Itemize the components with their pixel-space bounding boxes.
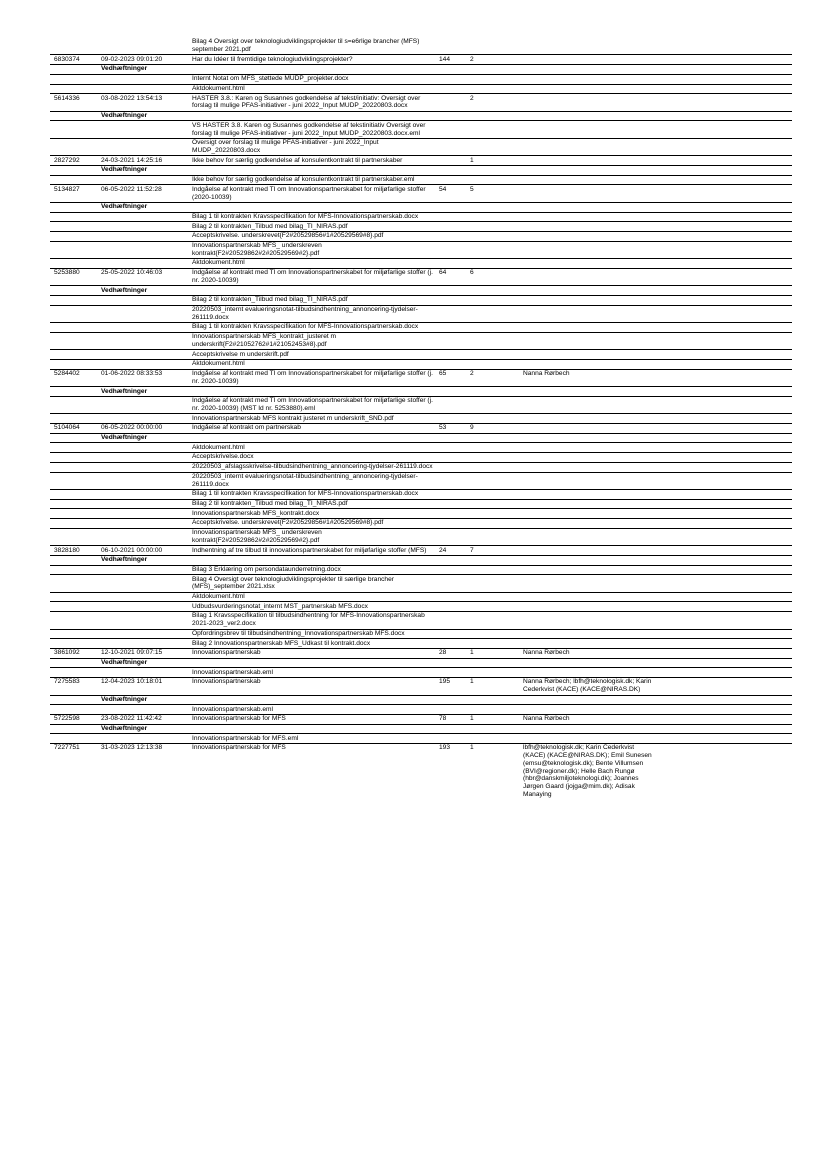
record-row [50, 715, 792, 725]
record-title: Indhentning af tre tilbud til innovationspartnerskabet for miljøfarlige stoffer (MFS) [192, 546, 427, 554]
empty-cell [101, 397, 192, 413]
empty-cell [50, 75, 101, 84]
attachment-row [50, 463, 792, 473]
attachment-row [50, 139, 792, 156]
attachment-row [50, 333, 792, 350]
empty-cell [101, 213, 192, 222]
attachments-header-row [50, 65, 792, 75]
attachments-label: Vedhæftninger [101, 387, 148, 395]
record-count-b: 1 [470, 649, 474, 657]
empty-cell [50, 414, 101, 423]
empty-cell [101, 612, 192, 628]
attachment-row [50, 509, 792, 519]
empty-cell [50, 350, 101, 359]
empty-cell [101, 473, 192, 489]
attachments-header-row [50, 203, 792, 213]
record-count-a: 78 [439, 715, 447, 723]
empty-cell [50, 734, 101, 743]
attachment-row [50, 121, 792, 138]
empty-cell [50, 453, 101, 462]
record-recipients: Nanna Rørbech [523, 649, 570, 657]
attachment-row [50, 75, 792, 85]
record-row [50, 185, 792, 202]
record-date: 25-05-2022 10:46:03 [101, 269, 163, 277]
empty-cell [50, 397, 101, 413]
empty-cell [50, 593, 101, 602]
record-recipients [523, 156, 657, 165]
attachment-title: Udbudsvurderingsnotat_internt MST_partnerskab MFS.docx [192, 602, 368, 610]
empty-cell [101, 529, 192, 545]
record-title: Innovationspartnerskab [192, 649, 261, 657]
empty-cell [50, 509, 101, 518]
record-row [50, 55, 792, 65]
empty-cell [50, 639, 101, 648]
empty-cell [50, 612, 101, 628]
record-recipients [523, 94, 657, 110]
record-count-b: 1 [470, 678, 474, 686]
empty-cell [101, 323, 192, 332]
attachment-title: Aktdokument.html [192, 84, 245, 92]
empty-cell [50, 705, 101, 714]
record-count-b: 5 [470, 185, 474, 193]
attachment-row [50, 414, 792, 424]
attachment-title: Bilag 3 Erklæring om persondataunderretning.docx [192, 565, 341, 573]
record-title: Innovationspartnerskab for MFS [192, 744, 286, 752]
attachment-title: 20220503_afslagsskrivelse-tilbudsindhentning_annoncering-tjydelser-261119.docx [192, 463, 433, 471]
attachment-row [50, 453, 792, 463]
empty-cell [50, 575, 101, 591]
empty-cell [101, 176, 192, 185]
empty-cell [101, 509, 192, 518]
record-recipients: lbfh@teknologisk.dk; Karin Cederkvist (KACE) (KACE@NIRAS.DK); Emil Sunesen (emsu@teknologisk.dk); Bente Villumsen (BVI@regioner.dk); Helle Bach Rungø (hbr@danskmiljoteknologi.dk); Joannes Jørgen Gaard (jojga@mim.dk); Adisak Manaying [523, 744, 652, 799]
record-count-a: 65 [439, 370, 447, 378]
empty-cell [101, 259, 192, 268]
record-row [50, 269, 792, 286]
empty-cell [101, 453, 192, 462]
record-id: 5614336 [54, 94, 80, 102]
attachments-label: Vedhæftninger [101, 286, 148, 294]
record-date: 06-10-2021 00:00:00 [101, 546, 163, 554]
attachment-row [50, 668, 792, 678]
record-title: Innovationspartnerskab [192, 678, 261, 686]
attachments-label: Vedhæftninger [101, 65, 148, 73]
attachment-row [50, 176, 792, 186]
attachment-title: Innovationspartnerskab for MFS.eml [192, 734, 299, 742]
record-row [50, 744, 792, 799]
attachment-row [50, 639, 792, 649]
empty-cell [101, 333, 192, 349]
empty-cell [50, 38, 101, 54]
empty-cell [101, 668, 192, 677]
empty-cell [50, 232, 101, 241]
record-recipients: Nanna Rørbech [523, 370, 570, 378]
empty-cell [101, 630, 192, 639]
attachment-row [50, 705, 792, 715]
record-count-b: 1 [470, 715, 474, 723]
attachment-title: Innovationspartnerskab MFS_ underskreven kontrakt{F2#20529862#2#20529569#2}.pdf [192, 529, 322, 544]
attachment-row [50, 232, 792, 242]
record-count-a: 193 [439, 744, 451, 752]
empty-cell [50, 203, 101, 212]
attachment-title: Bilag 1 til kontrakten Kravsspecifikation for MFS-Innovationspartnerskab.docx [192, 323, 419, 331]
attachment-title: Bilag 1 til kontrakten Kravsspecifikation for MFS-Innovationspartnerskab.docx [192, 212, 419, 220]
attachment-row [50, 566, 792, 576]
attachment-title: Innovationspartnerskab.eml [192, 668, 274, 676]
empty-cell [50, 500, 101, 509]
record-row [50, 546, 792, 556]
attachment-row [50, 222, 792, 232]
attachment-row [50, 519, 792, 529]
record-count-a: 195 [439, 678, 451, 686]
record-title: Indgåelse af kontrakt med TI om Innovationspartnerskabet for miljøfarlige stoffer (j. nr. 2020-10039) [192, 370, 433, 385]
empty-cell [101, 360, 192, 369]
empty-cell [101, 500, 192, 509]
empty-cell [50, 296, 101, 305]
empty-cell [50, 166, 101, 175]
attachment-row [50, 350, 792, 360]
attachment-title: Bilag 4 Oversigt over teknologiudviklingsprojekter til s=e6rlige brancher (MFS) september 2021.pdf [192, 38, 420, 54]
attachment-row [50, 612, 792, 629]
record-count-b: 1 [470, 744, 474, 752]
attachment-title: Bilag 4 Oversigt over teknologiudviklingsprojekter til særlige brancher (MFS)_september 2021.xlsx [192, 575, 394, 591]
attachment-title: Innovationspartnerskab MFS_ underskreven kontrakt{F2#20529862#2#20529569#2}.pdf [192, 241, 322, 257]
attachment-row [50, 323, 792, 333]
record-id: 5722598 [54, 715, 80, 723]
attachment-row [50, 259, 792, 269]
attachment-title: Indgåelse af kontrakt med TI om Innovationspartnerskabet for miljøfarlige stoffer (j. nr. 2020-10039) (MST Id nr. 5253880).eml [192, 397, 433, 412]
record-id: 5134827 [54, 185, 80, 193]
record-count-a: 64 [439, 269, 447, 277]
attachment-row [50, 360, 792, 370]
empty-cell [50, 725, 101, 734]
record-recipients [523, 546, 657, 555]
record-id: 6830374 [54, 55, 80, 63]
record-count-b: 7 [470, 546, 474, 554]
attachment-title: 20220503_internt evalueringsnotat-tilbudsindhentning_annoncering-tjydelser-261119.docx [192, 306, 418, 321]
record-id: 5253880 [54, 269, 80, 277]
attachment-title: VS HASTER 3.8. Karen og Susannes godkendelse af tekstinitiativ Oversigt over forslag til mulige PFAS-initiativer - juni 2022_Input MUDP_20220803.docx.eml [192, 121, 426, 137]
attachment-title: Bilag 1 til kontrakten Kravsspecifikation for MFS-Innovationspartnerskab.docx [192, 490, 419, 498]
record-recipients: Nanna Rørbech [523, 715, 570, 723]
empty-cell [50, 360, 101, 369]
record-title: Indgåelse af kontrakt med TI om Innovationspartnerskabet for miljøfarlige stoffer (j. nr. 2020-10039) [192, 269, 433, 284]
empty-cell [101, 519, 192, 528]
record-row [50, 424, 792, 434]
attachment-title: Bilag 2 til kontrakten_Tilbud med bilag_TI_NIRAS.pdf [192, 499, 348, 507]
attachment-title: Bilag 2 Innovationspartnerskab MFS_Udkast til kontrakt.docx [192, 639, 371, 647]
record-date: 03-08-2022 13:54:13 [101, 94, 163, 102]
record-id: 3828180 [54, 546, 80, 554]
attachment-title: Innovationspartnerskab MFS_kontrakt.docx [192, 509, 320, 517]
empty-cell [50, 286, 101, 295]
empty-cell [101, 490, 192, 499]
empty-cell [50, 659, 101, 668]
empty-cell [101, 575, 192, 591]
record-date: 06-05-2022 11:52:28 [101, 185, 162, 193]
empty-cell [101, 85, 192, 94]
empty-cell [50, 490, 101, 499]
attachments-header-row [50, 286, 792, 296]
attachment-row [50, 734, 792, 744]
attachment-row [50, 443, 792, 453]
attachment-title: Acceptskrivelse. underskrevet{F2#20529856#1#20529569#8}.pdf [192, 519, 384, 527]
empty-cell [50, 222, 101, 231]
record-count-a: 144 [439, 55, 451, 63]
record-date: 01-06-2022 08:33:53 [101, 370, 163, 378]
attachment-row [50, 490, 792, 500]
attachment-title: Innovationspartnerskab MFS_kontrakt_justeret m underskrift{F2#21052762#1#21052453#8}.pdf [192, 333, 337, 348]
empty-cell [50, 65, 101, 74]
record-id: 7275583 [54, 678, 80, 686]
attachment-row [50, 242, 792, 259]
record-count-b: 9 [470, 424, 474, 432]
attachment-row [50, 397, 792, 414]
empty-cell [50, 112, 101, 121]
record-count-b: 2 [470, 370, 474, 378]
empty-cell [50, 306, 101, 322]
record-recipients [523, 185, 657, 201]
empty-cell [101, 639, 192, 648]
empty-cell [50, 387, 101, 396]
attachments-header-row [50, 725, 792, 735]
empty-cell [50, 556, 101, 565]
empty-cell [50, 529, 101, 545]
empty-cell [101, 242, 192, 258]
empty-cell [50, 139, 101, 155]
record-count-b: 1 [470, 156, 474, 164]
empty-cell [50, 519, 101, 528]
record-date: 06-05-2022 00:00:00 [101, 424, 163, 432]
attachments-label: Vedhæftninger [101, 659, 148, 666]
attachments-header-row [50, 696, 792, 706]
attachment-title: Aktdokument.html [192, 593, 245, 601]
attachments-header-row [50, 659, 792, 669]
attachment-row [50, 602, 792, 612]
attachment-title: Oversigt over forslag til mulige PFAS-initiativer - juni 2022_Input MUDP_20220803.docx [192, 139, 379, 154]
attachment-title: Aktdokument.html [192, 443, 245, 451]
record-count-b: 2 [470, 55, 474, 63]
attachments-label: Vedhæftninger [101, 166, 148, 174]
attachment-title: Bilag 1 Kravsspecifikation til tilbudsindhentning for MFS-Innovationspartnerskab 2021-2023_ver2.docx [192, 612, 425, 628]
record-count-a: 28 [439, 649, 447, 657]
attachment-title: 20220503_internt evalueringsnotat-tilbudsindhentning_annoncering-tjydelser-261119.docx [192, 472, 418, 488]
record-date: 24-03-2021 14:25:16 [101, 156, 163, 164]
empty-cell [101, 734, 192, 743]
attachment-row [50, 85, 792, 95]
attachment-title: Opfordringsbrev til tilbudsindhentning_Innovationspartnerskab MFS.docx [192, 629, 405, 637]
attachment-title: Acceptskrivelse m underskrift.pdf [192, 350, 289, 358]
attachments-label: Vedhæftninger [101, 203, 148, 211]
attachments-header-row [50, 556, 792, 566]
empty-cell [50, 333, 101, 349]
attachment-row [50, 575, 792, 592]
empty-cell [50, 213, 101, 222]
empty-cell [101, 121, 192, 137]
empty-cell [101, 602, 192, 611]
attachment-title: Aktdokument.html [192, 259, 245, 267]
attachments-label: Vedhæftninger [101, 556, 148, 564]
empty-cell [101, 443, 192, 452]
attachments-header-row [50, 166, 792, 176]
records-table [50, 38, 792, 799]
record-recipients [523, 269, 657, 285]
attachment-row [50, 473, 792, 490]
empty-cell [50, 602, 101, 611]
record-title: Innovationspartnerskab for MFS [192, 715, 286, 723]
record-title: Har du Idéer til fremtidige teknologiudviklingsprojekter? [192, 55, 353, 63]
record-count-b: 6 [470, 269, 474, 277]
attachments-header-row [50, 387, 792, 397]
attachment-title: Innovationspartnerskab.eml [192, 705, 274, 713]
record-count-a: 53 [439, 424, 447, 432]
empty-cell [101, 222, 192, 231]
empty-cell [50, 630, 101, 639]
empty-cell [50, 463, 101, 472]
record-date: 12-04-2023 10:18:01 [101, 678, 163, 686]
record-date: 23-08-2022 11:42:42 [101, 715, 162, 723]
record-count-a [439, 94, 470, 110]
record-count-a: 54 [439, 185, 447, 193]
record-row [50, 94, 792, 111]
record-row [50, 649, 792, 659]
empty-cell [101, 296, 192, 305]
empty-cell [101, 705, 192, 714]
attachments-header-row [50, 434, 792, 444]
empty-cell [101, 38, 192, 54]
attachment-title: Aktdokument.html [192, 360, 245, 368]
empty-cell [101, 593, 192, 602]
empty-cell [50, 176, 101, 185]
empty-cell [101, 414, 192, 423]
empty-cell [101, 232, 192, 241]
record-row [50, 678, 792, 695]
attachment-row [50, 306, 792, 323]
empty-cell [50, 696, 101, 705]
record-date: 12-10-2021 09:07:15 [101, 649, 163, 657]
empty-cell [101, 139, 192, 155]
empty-cell [101, 463, 192, 472]
empty-cell [50, 668, 101, 677]
attachment-title: Innovationspartnerskab MFS kontrakt justeret m underskrift_SND.pdf [192, 414, 394, 422]
record-row [50, 156, 792, 166]
empty-cell [50, 473, 101, 489]
record-id: 5284402 [54, 370, 80, 378]
record-count-a: 24 [439, 546, 447, 554]
empty-cell [50, 242, 101, 258]
attachment-row [50, 296, 792, 306]
empty-cell [50, 259, 101, 268]
empty-cell [50, 85, 101, 94]
attachment-title: Acceptskrivelse.docx [192, 453, 254, 461]
record-recipients: Nanna Rørbech; lbfh@teknologisk.dk; Karin Cederkvist (KACE) (KACE@NIRAS.DK) [523, 678, 652, 694]
record-title: Ikke behov for særlig godkendelse af konsulentkontrakt til partnerskaber [192, 156, 403, 164]
record-id: 2827292 [54, 156, 80, 164]
record-recipients [523, 55, 657, 64]
attachment-row [50, 630, 792, 640]
record-title: HASTER 3.8.: Karen og Susannes godkendelse af tekst/initiativ: Oversigt over forslag til mulige PFAS-initiativer - juni 2022_Input MUDP_20220803.docx [192, 94, 421, 110]
attachments-header-row [50, 112, 792, 122]
record-date: 31-03-2023 12:13:38 [101, 744, 163, 752]
empty-cell [101, 566, 192, 575]
attachment-row [50, 529, 792, 546]
record-title: Indgåelse af kontrakt med TI om Innovationspartnerskabet for miljøfarlige stoffer (2020-10039) [192, 185, 426, 201]
attachment-title: Acceptskrivelse. underskrevet{F2#20529856#1#20529569#8}.pdf [192, 232, 384, 240]
empty-cell [50, 323, 101, 332]
empty-cell [101, 306, 192, 322]
attachment-row [50, 593, 792, 603]
empty-cell [50, 434, 101, 443]
attachment-title: Ikke behov for særlig godkendelse af konsulentkontrakt til partnerskaber.eml [192, 176, 415, 184]
record-id: 3861092 [54, 649, 80, 657]
record-count-a [439, 156, 470, 165]
record-row [50, 370, 792, 387]
attachment-title: Internt Notat om MFS_støttede MUDP_projekter.docx [192, 75, 349, 83]
attachments-label: Vedhæftninger [101, 112, 148, 120]
record-date: 09-02-2023 09:01:20 [101, 55, 163, 63]
record-id: 7227751 [54, 744, 80, 752]
empty-cell [50, 121, 101, 137]
attachment-row [50, 500, 792, 510]
attachment-row [50, 38, 792, 55]
record-count-b: 2 [470, 94, 474, 102]
attachment-row [50, 213, 792, 223]
empty-cell [50, 443, 101, 452]
record-title: Indgåelse af kontrakt om partnerskab [192, 424, 301, 432]
empty-cell [50, 566, 101, 575]
empty-cell [101, 75, 192, 84]
record-recipients [523, 424, 657, 433]
attachments-label: Vedhæftninger [101, 724, 148, 732]
record-id: 5104064 [54, 424, 80, 432]
attachment-title: Bilag 2 til kontrakten_Tilbud med bilag_TI_NIRAS.pdf [192, 296, 348, 304]
attachments-label: Vedhæftninger [101, 695, 148, 703]
empty-cell [101, 350, 192, 359]
attachment-title: Bilag 2 til kontrakten_Tilbud med bilag_TI_NIRAS.pdf [192, 222, 348, 230]
attachments-label: Vedhæftninger [101, 434, 148, 442]
